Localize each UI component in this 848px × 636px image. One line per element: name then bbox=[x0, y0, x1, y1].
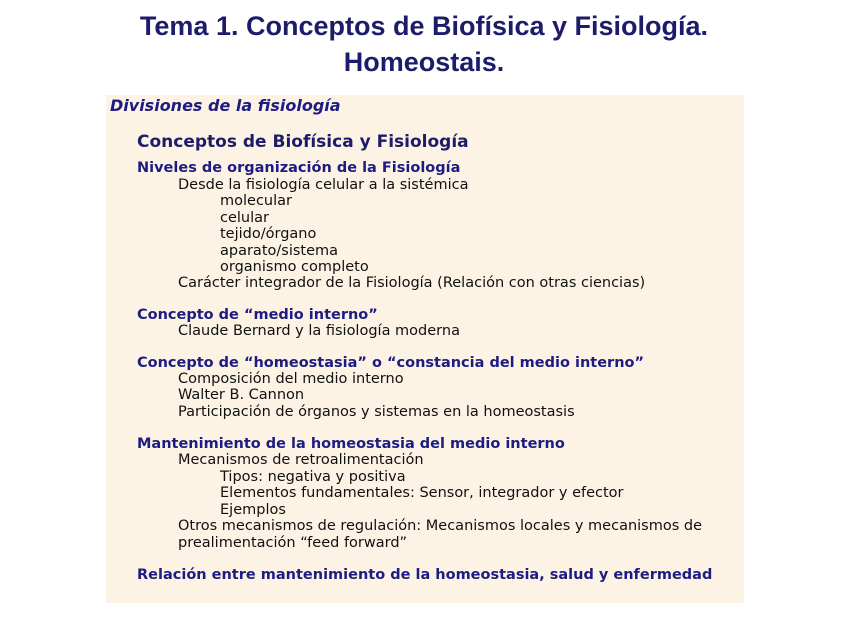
slide-title-line-2: Homeostais. bbox=[343, 47, 505, 77]
section-title: Niveles de organización de la Fisiología bbox=[137, 160, 461, 176]
list-subitem: molecular bbox=[220, 193, 292, 209]
list-item: Claude Bernard y la fisiología moderna bbox=[178, 323, 460, 339]
list-subitem: aparato/sistema bbox=[220, 243, 339, 259]
list-subitem: Elementos fundamentales: Sensor, integrador y efector bbox=[220, 485, 624, 501]
list-item: Otros mecanismos de regulación: Mecanismos locales y mecanismos de bbox=[178, 518, 703, 534]
slide-title bbox=[0, 8, 848, 80]
list-item: Composición del medio interno bbox=[178, 371, 404, 387]
list-item: Carácter integrador de la Fisiología (Relación con otras ciencias) bbox=[178, 275, 646, 291]
panel-heading: Divisiones de la fisiología bbox=[110, 96, 341, 115]
list-subitem: Ejemplos bbox=[220, 502, 286, 518]
panel-subheading: Conceptos de Biofísica y Fisiología bbox=[137, 132, 469, 152]
list-subitem: tejido/órgano bbox=[220, 226, 317, 242]
section-title: Relación entre mantenimiento de la homeostasia, salud y enfermedad bbox=[137, 567, 713, 583]
list-item: Walter B. Cannon bbox=[178, 387, 305, 403]
list-subitem: celular bbox=[220, 210, 269, 226]
section-title: Mantenimiento de la homeostasia del medio interno bbox=[137, 436, 565, 452]
list-item: Participación de órganos y sistemas en la homeostasis bbox=[178, 404, 575, 420]
section-title: Concepto de “homeostasia” o “constancia del medio interno” bbox=[137, 355, 645, 371]
section-title: Concepto de “medio interno” bbox=[137, 307, 378, 323]
list-subitem: Tipos: negativa y positiva bbox=[220, 469, 406, 485]
list-item-continuation: prealimentación “feed forward” bbox=[178, 535, 408, 551]
content-panel bbox=[106, 95, 744, 603]
slide-title-line-1: Tema 1. Conceptos de Biofísica y Fisiología. bbox=[139, 11, 709, 41]
list-item: Mecanismos de retroalimentación bbox=[178, 452, 424, 468]
list-subitem: organismo completo bbox=[220, 259, 369, 275]
list-item: Desde la fisiología celular a la sistémica bbox=[178, 177, 469, 193]
